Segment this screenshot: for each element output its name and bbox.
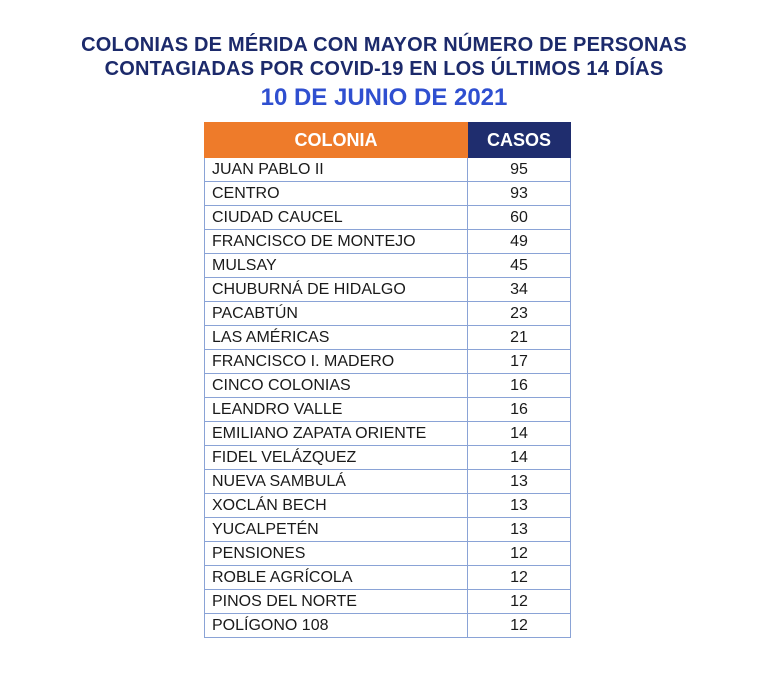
table-row	[205, 614, 571, 638]
colonia-cell: LEANDRO VALLE	[205, 398, 468, 422]
colonia-cell: CENTRO	[205, 182, 468, 206]
title-line-2: CONTAGIADAS POR COVID-19 EN LOS ÚLTIMOS 14 DÍAS	[104, 58, 664, 80]
colonia-cell: YUCALPETÉN	[205, 518, 468, 542]
table-header-row	[205, 123, 571, 158]
table-row	[205, 398, 571, 422]
table-row	[205, 350, 571, 374]
table-row	[205, 494, 571, 518]
casos-cell: 14	[468, 422, 571, 446]
table-row	[205, 182, 571, 206]
casos-cell: 12	[468, 542, 571, 566]
column-header-colonia: COLONIA	[205, 123, 468, 158]
casos-cell: 16	[468, 374, 571, 398]
table-row	[205, 590, 571, 614]
table-row	[205, 326, 571, 350]
casos-cell: 16	[468, 398, 571, 422]
colonia-cell: PINOS DEL NORTE	[205, 590, 468, 614]
casos-cell: 34	[468, 278, 571, 302]
casos-cell: 13	[468, 494, 571, 518]
casos-cell: 45	[468, 254, 571, 278]
colonia-cell: POLÍGONO 108	[205, 614, 468, 638]
table-row	[205, 278, 571, 302]
table-row	[205, 422, 571, 446]
table-row	[205, 542, 571, 566]
colonia-cell: FRANCISCO I. MADERO	[205, 350, 468, 374]
colonia-cell: NUEVA SAMBULÁ	[205, 470, 468, 494]
cases-table	[204, 122, 571, 638]
colonia-cell: JUAN PABLO II	[205, 158, 468, 182]
colonia-cell: XOCLÁN BECH	[205, 494, 468, 518]
colonia-cell: MULSAY	[205, 254, 468, 278]
colonia-cell: FIDEL VELÁZQUEZ	[205, 446, 468, 470]
colonia-cell: EMILIANO ZAPATA ORIENTE	[205, 422, 468, 446]
casos-cell: 95	[468, 158, 571, 182]
table-row	[205, 302, 571, 326]
date-subtitle: 10 DE JUNIO DE 2021	[260, 84, 508, 111]
column-header-casos: CASOS	[468, 123, 571, 158]
colonia-cell: PACABTÚN	[205, 302, 468, 326]
table-row	[205, 254, 571, 278]
table-row	[205, 518, 571, 542]
colonia-cell: ROBLE AGRÍCOLA	[205, 566, 468, 590]
table-body	[205, 158, 571, 638]
casos-cell: 93	[468, 182, 571, 206]
casos-cell: 23	[468, 302, 571, 326]
casos-cell: 13	[468, 470, 571, 494]
table-row	[205, 230, 571, 254]
title-line-1: COLONIAS DE MÉRIDA CON MAYOR NÚMERO DE PERSONAS	[81, 34, 687, 56]
table-row	[205, 446, 571, 470]
colonia-cell: LAS AMÉRICAS	[205, 326, 468, 350]
table-row	[205, 470, 571, 494]
table-row	[205, 566, 571, 590]
casos-cell: 49	[468, 230, 571, 254]
colonia-cell: FRANCISCO DE MONTEJO	[205, 230, 468, 254]
colonia-cell: CINCO COLONIAS	[205, 374, 468, 398]
casos-cell: 60	[468, 206, 571, 230]
table-row	[205, 374, 571, 398]
colonia-cell: CHUBURNÁ DE HIDALGO	[205, 278, 468, 302]
table-row	[205, 158, 571, 182]
casos-cell: 12	[468, 614, 571, 638]
casos-cell: 12	[468, 590, 571, 614]
casos-cell: 14	[468, 446, 571, 470]
casos-cell: 13	[468, 518, 571, 542]
colonia-cell: CIUDAD CAUCEL	[205, 206, 468, 230]
casos-cell: 17	[468, 350, 571, 374]
table-row	[205, 206, 571, 230]
casos-cell: 12	[468, 566, 571, 590]
casos-cell: 21	[468, 326, 571, 350]
colonia-cell: PENSIONES	[205, 542, 468, 566]
